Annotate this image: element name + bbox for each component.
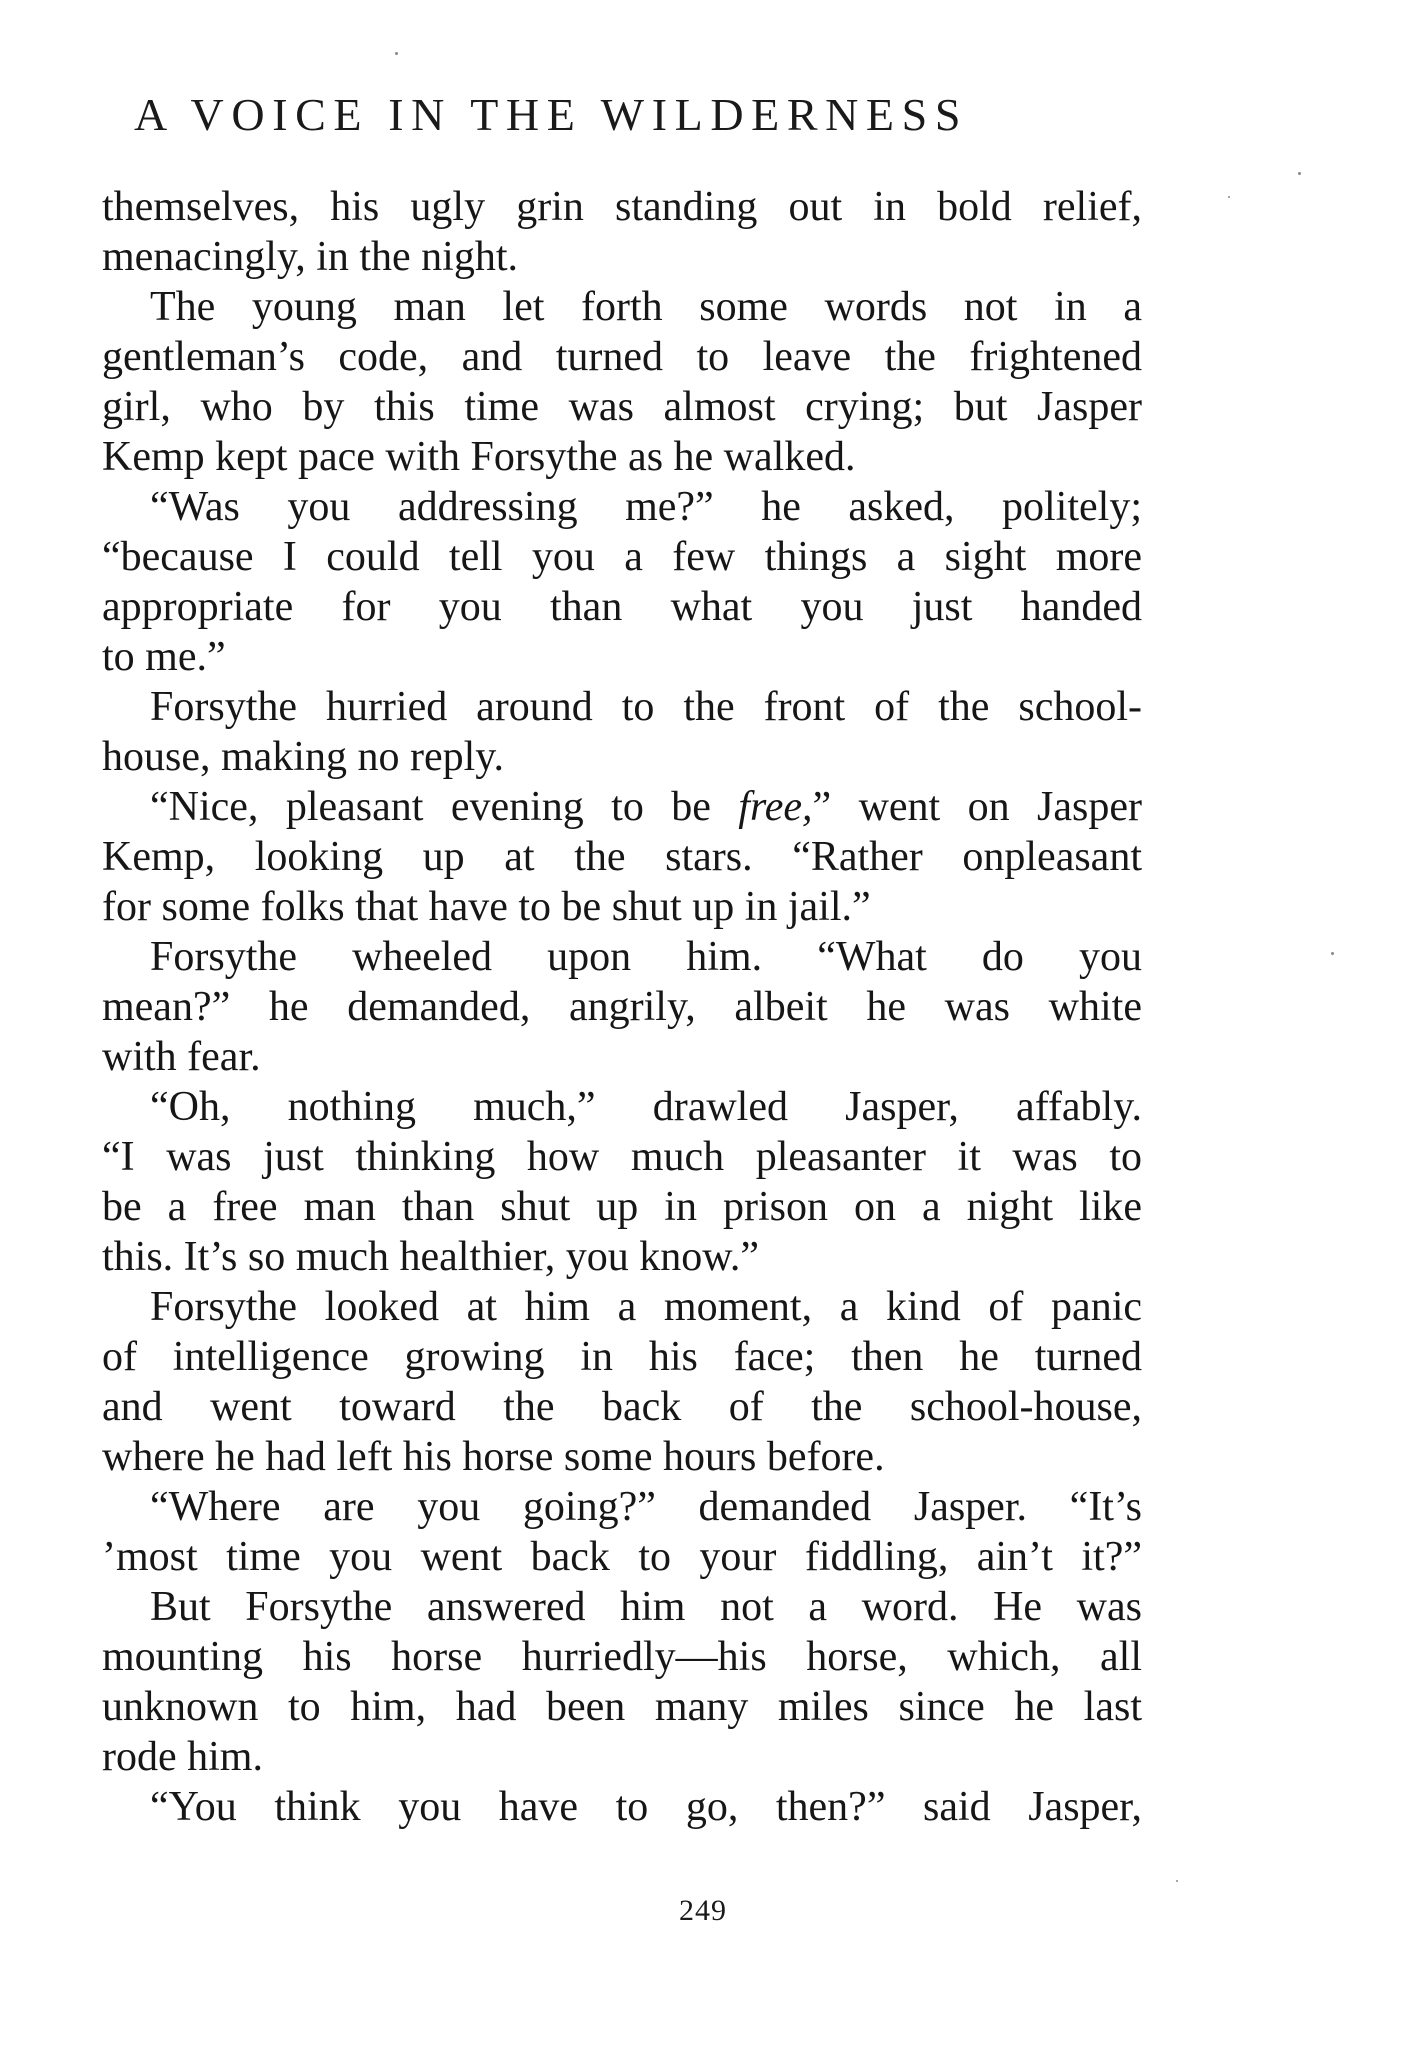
text-line: gentleman’s code, and turned to leave the frightened xyxy=(102,334,1142,380)
paper-speck xyxy=(1331,952,1334,955)
text-line: rode him. xyxy=(102,1734,263,1780)
text-line: and went toward the back of the school-house, xyxy=(102,1384,1142,1430)
text-line: The young man let forth some words not in a xyxy=(150,284,1142,330)
text-line: “Where are you going?” demanded Jasper. “It’s xyxy=(150,1484,1142,1530)
text-line: “because I could tell you a few things a sight more xyxy=(102,534,1142,580)
text-line: mean?” he demanded, angrily, albeit he was white xyxy=(102,984,1142,1030)
text-line: of intelligence growing in his face; then he turned xyxy=(102,1334,1142,1380)
text-line: But Forsythe answered him not a word. He was xyxy=(150,1584,1142,1630)
text-line: be a free man than shut up in prison on a night like xyxy=(102,1184,1142,1230)
body-text xyxy=(102,182,1142,1832)
text-line: to me.” xyxy=(102,634,226,680)
text-line xyxy=(102,782,1142,832)
text-line: mounting his horse hurriedly—his horse, which, all xyxy=(102,1634,1142,1680)
text-line: house, making no reply. xyxy=(102,734,505,780)
text-line: where he had left his horse some hours before. xyxy=(102,1434,885,1480)
paper-speck xyxy=(1298,172,1301,175)
text-line: Forsythe hurried around to the front of the school- xyxy=(150,684,1142,730)
text-line: Forsythe wheeled upon him. “What do you xyxy=(150,934,1142,980)
text-run: “Nice, pleasant evening to be xyxy=(150,784,739,830)
text-line: “Was you addressing me?” he asked, politely; xyxy=(150,484,1142,530)
text-line: Kemp, looking up at the stars. “Rather onpleasant xyxy=(102,834,1142,880)
running-head: A VOICE IN THE WILDERNESS xyxy=(134,89,968,140)
italic-run: free, xyxy=(738,784,813,830)
text-line: this. It’s so much healthier, you know.” xyxy=(102,1234,759,1280)
text-line: appropriate for you than what you just handed xyxy=(102,584,1142,630)
text-line: unknown to him, had been many miles since he last xyxy=(102,1684,1142,1730)
paper-speck xyxy=(1228,196,1230,198)
page-number: 249 xyxy=(679,1894,727,1927)
text-line: for some folks that have to be shut up in jail.” xyxy=(102,884,871,930)
paper-speck xyxy=(1176,1880,1178,1882)
paper-speck xyxy=(395,52,398,55)
text-line: Forsythe looked at him a moment, a kind of panic xyxy=(150,1284,1142,1330)
text-line: “You think you have to go, then?” said Jasper, xyxy=(150,1784,1142,1830)
text-line: ’most time you went back to your fiddling, ain’t it?” xyxy=(102,1534,1142,1580)
text-line: girl, who by this time was almost crying; but Jasper xyxy=(102,384,1142,430)
text-line: themselves, his ugly grin standing out in bold relief, xyxy=(102,184,1142,230)
text-run: ” went on Jasper xyxy=(812,784,1142,830)
text-line: with fear. xyxy=(102,1034,261,1080)
text-line: menacingly, in the night. xyxy=(102,234,519,280)
text-line: “Oh, nothing much,” drawled Jasper, affably. xyxy=(150,1084,1142,1130)
text-line: “I was just thinking how much pleasanter it was to xyxy=(102,1134,1142,1180)
text-line: Kemp kept pace with Forsythe as he walked. xyxy=(102,434,856,480)
